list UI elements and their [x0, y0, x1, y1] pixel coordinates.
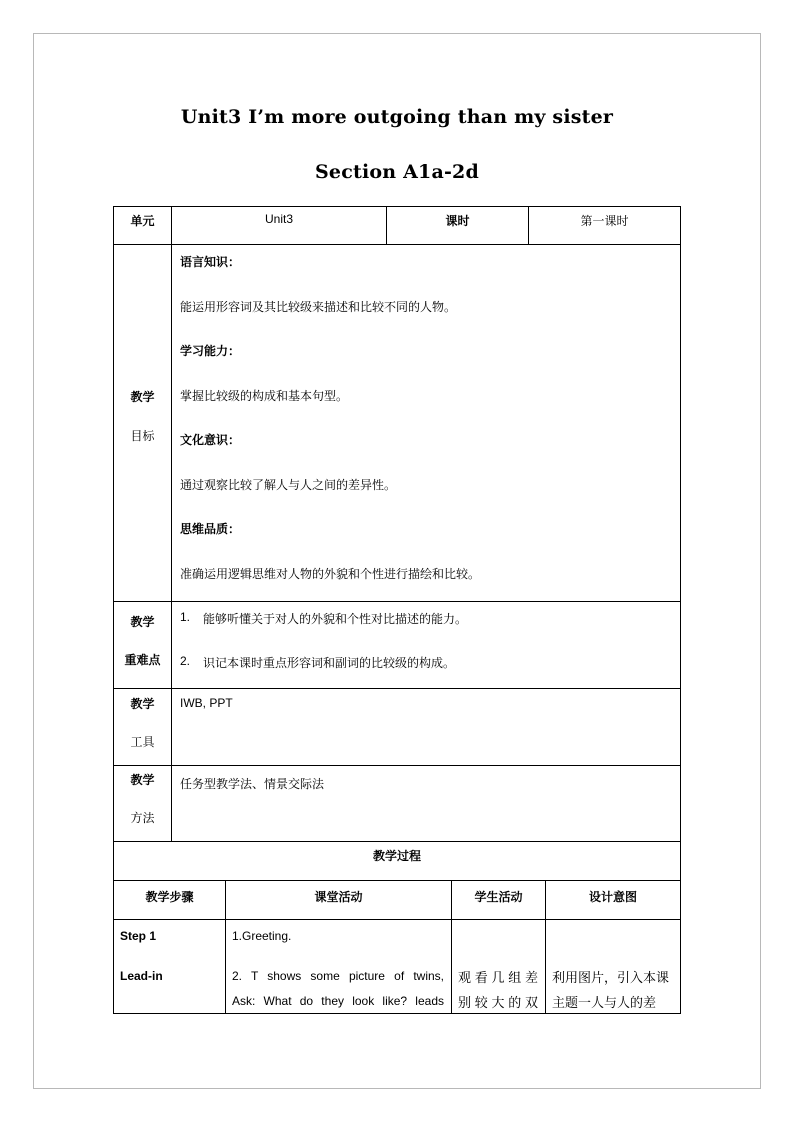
tools-label-cell — [113, 688, 172, 766]
step1-student-line: 观看几组差 — [458, 971, 539, 986]
step1-activity-cell — [225, 919, 452, 1014]
keypoint-number: 2. — [180, 654, 191, 668]
document-subtitle: Section A1a-2d — [315, 161, 479, 183]
header-step-cell — [113, 880, 226, 920]
unit-label: 单元 — [130, 214, 155, 228]
step1-intent-line: 主题一人与人的差 — [552, 996, 657, 1011]
process-title: 教学过程 — [372, 849, 421, 863]
objective-text: 能运用形容词及其比较级来描述和比较不同的人物。 — [180, 300, 457, 314]
methods-content-cell — [171, 765, 681, 842]
unit-label-cell — [113, 206, 172, 245]
unit-value: Unit3 — [264, 212, 293, 226]
objectives-content-cell — [171, 244, 681, 602]
objective-text: 掌握比较级的构成和基本句型。 — [180, 389, 349, 403]
lesson-value-cell — [528, 206, 681, 245]
header-step: 教学步骤 — [145, 890, 194, 904]
step1-student-cell — [451, 919, 546, 1014]
objective-heading: 学习能力： — [180, 344, 241, 358]
objective-heading: 语言知识： — [180, 255, 241, 269]
tools-content-cell — [171, 688, 681, 766]
tools-label-2: 工具 — [130, 735, 155, 749]
objectives-label-cell — [113, 244, 172, 602]
objectives-label-1: 教学 — [130, 390, 155, 404]
methods-value: 任务型教学法、情景交际法 — [180, 777, 325, 791]
methods-label-1: 教学 — [130, 773, 155, 787]
lesson-label: 课时 — [445, 214, 470, 228]
header-activity-cell — [225, 880, 452, 920]
keypoint-text: 能够听懂关于对人的外貌和个性对比描述的能力。 — [203, 612, 468, 626]
keypoint-number: 1. — [180, 610, 191, 624]
objective-text: 通过观察比较了解人与人之间的差异性。 — [180, 478, 397, 492]
step1-intent-line: 利用图片，引入本课 — [552, 971, 670, 986]
process-title-cell — [113, 841, 681, 881]
step1-activity-line: Ask: What do they look like? leads — [232, 994, 444, 1008]
header-intent-cell — [545, 880, 681, 920]
document-title: Unit3 I’m more outgoing than my sister — [180, 106, 614, 128]
tools-value: IWB, PPT — [180, 696, 233, 710]
header-student: 学生活动 — [474, 890, 523, 904]
step1-label-cell — [113, 919, 226, 1014]
lesson-label-cell — [386, 206, 529, 245]
tools-label-1: 教学 — [130, 697, 155, 711]
keypoints-label-cell — [113, 601, 172, 689]
header-intent: 设计意图 — [588, 890, 637, 904]
keypoints-content-cell — [171, 601, 681, 689]
keypoints-label-2: 重难点 — [124, 653, 161, 667]
step1-label-1: Step 1 — [120, 929, 157, 943]
objective-text: 准确运用逻辑思维对人物的外貌和个性进行描绘和比较。 — [180, 567, 481, 581]
objective-heading: 思维品质： — [180, 522, 241, 536]
methods-label-cell — [113, 765, 172, 842]
step1-label-2: Lead-in — [120, 969, 163, 983]
lesson-value: 第一课时 — [580, 214, 629, 228]
header-student-cell — [451, 880, 546, 920]
methods-label-2: 方法 — [130, 811, 155, 825]
keypoint-text: 识记本课时重点形容词和副词的比较级的构成。 — [203, 656, 456, 670]
header-activity: 课堂活动 — [314, 890, 363, 904]
objective-heading: 文化意识： — [180, 433, 241, 447]
step1-activity-line: 2. T shows some picture of twins, — [232, 969, 444, 983]
keypoints-label-1: 教学 — [130, 615, 155, 629]
step1-activity-line: 1.Greeting. — [232, 929, 292, 943]
step1-intent-cell — [545, 919, 681, 1014]
unit-value-cell — [171, 206, 387, 245]
step1-student-line: 别较大的双 — [458, 996, 539, 1011]
objectives-label-2: 目标 — [130, 429, 155, 443]
